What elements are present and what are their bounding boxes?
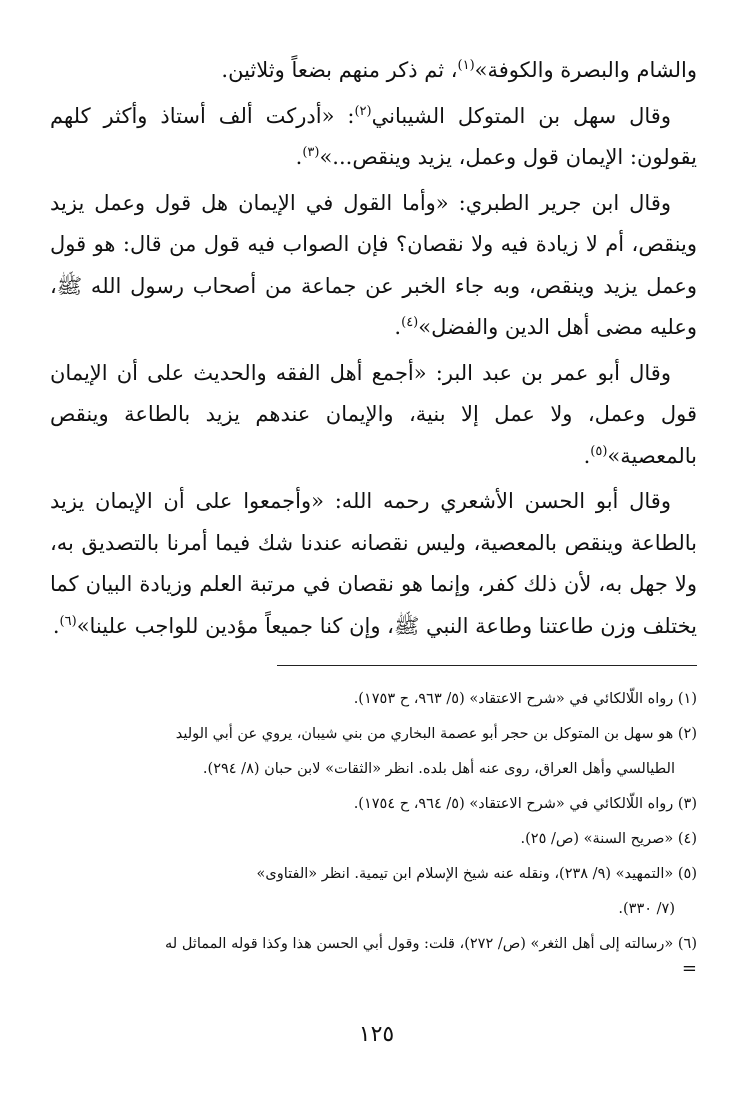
footnote-text: (٥) «التمهيد» (٩/ ٢٣٨)، ونقله عنه شيخ الإسلام ابن تيمية. انظر «الفتاوى» [256, 866, 697, 882]
footnote-text: (٢) هو سهل بن المتوكل بن حجر أبو عصمة البخاري من بني شيبان، يروي عن أبي الوليد [175, 726, 697, 742]
footnote-ref: (٣) [302, 145, 320, 160]
footnote-3 [50, 787, 697, 822]
paragraph-tail: . [394, 315, 402, 339]
paragraph-text: وقال سهل بن المتوكل الشيباني [371, 103, 671, 128]
footnotes [50, 682, 697, 979]
footnote-separator [277, 665, 697, 666]
footnote-text: (٦) «رسالته إلى أهل الثغر» (ص/ ٢٧٢)، قلت: وقول أبي الحسن هذا وكذا قوله المماثل له [165, 936, 697, 952]
paragraph-3 [50, 183, 697, 349]
paragraph-text: وقال أبو الحسن الأشعري رحمه الله: «وأجمعوا على أن الإيمان يزيد بالطاعة وينقص بالمعصية، وليس نقصانه عندنا شك فيما أمرنا بالتصديق به، ولا جهل به، لأن ذلك كفر، وإنما هو نقصان في مرتبة العلم وزيادة البيان كما يختلف وزن طاعتنا وطاعة النبي ﷺ، وإن كنا جميعاً مؤدين للواجب علينا» [50, 489, 697, 638]
paragraph-5 [50, 481, 697, 647]
footnote-ref: (٦) [59, 613, 77, 629]
paragraph-tail: ، ثم ذكر منهم بضعاً وثلاثين. [221, 58, 458, 82]
page-number: ١٢٥ [358, 1022, 395, 1047]
footnote-continuation: (٧/ ٣٣٠). [618, 901, 675, 917]
paragraph-tail: . [52, 613, 60, 638]
paragraph-4 [50, 353, 697, 478]
footnote-ref: (٢) [354, 103, 372, 119]
paragraph-1 [50, 50, 697, 92]
paragraph-text: وقال أبو عمر بن عبد البر: «أجمع أهل الفقه والحديث على أن الإيمان قول وعمل، ولا عمل إلا بنية، والإيمان عندهم يزيد بالطاعة وينقص بالمعصية» [50, 360, 697, 468]
main-text [50, 50, 697, 647]
paragraph-tail: : «أدركت ألف أستاذ وأكثر كلهم يقولون: الإيمان قول وعمل، يزيد وينقص...» [50, 103, 697, 169]
continuation-mark: = [681, 958, 697, 979]
footnote-ref: (١) [457, 58, 475, 73]
footnote-ref: (٥) [590, 443, 608, 459]
footnote-text: (٣) رواه اللّالكائي في «شرح الاعتقاد» (٥/ ٩٦٤، ح ١٧٥٤). [353, 796, 697, 812]
footnote-2 [50, 717, 697, 787]
footnote-6 [50, 927, 697, 962]
footnote-1 [50, 682, 697, 717]
footnote-text: (٤) «صريح السنة» (ص/ ٢٥). [520, 831, 697, 847]
paragraph-2 [50, 96, 697, 179]
paragraph-tail: . [583, 443, 591, 468]
footnote-ref: (٤) [401, 315, 419, 330]
paragraph-text: وقال ابن جرير الطبري: «وأما القول في الإيمان هل قول وعمل يزيد وينقص، أم لا زيادة فيه ولا نقصان؟ فإن الصواب فيه قول من قال: هو قول وعمل يزيد وينقص، وبه جاء الخبر عن جماعة من أصحاب رسول الله ﷺ، وعليه مضى أهل الدين والفضل» [50, 190, 697, 339]
footnote-5 [50, 857, 697, 927]
footnote-4 [50, 822, 697, 857]
paragraph-text: والشام والبصرة والكوفة» [474, 58, 697, 82]
footnote-text: (١) رواه اللّالكائي في «شرح الاعتقاد» (٥/ ٩٦٣، ح ١٧٥٣). [353, 691, 697, 707]
paragraph-tail: . [295, 145, 303, 169]
footnote-continuation: الطيالسي وأهل العراق، روى عنه أهل بلده. انظر «الثقات» لابن حبان (٨/ ٢٩٤). [202, 761, 675, 777]
